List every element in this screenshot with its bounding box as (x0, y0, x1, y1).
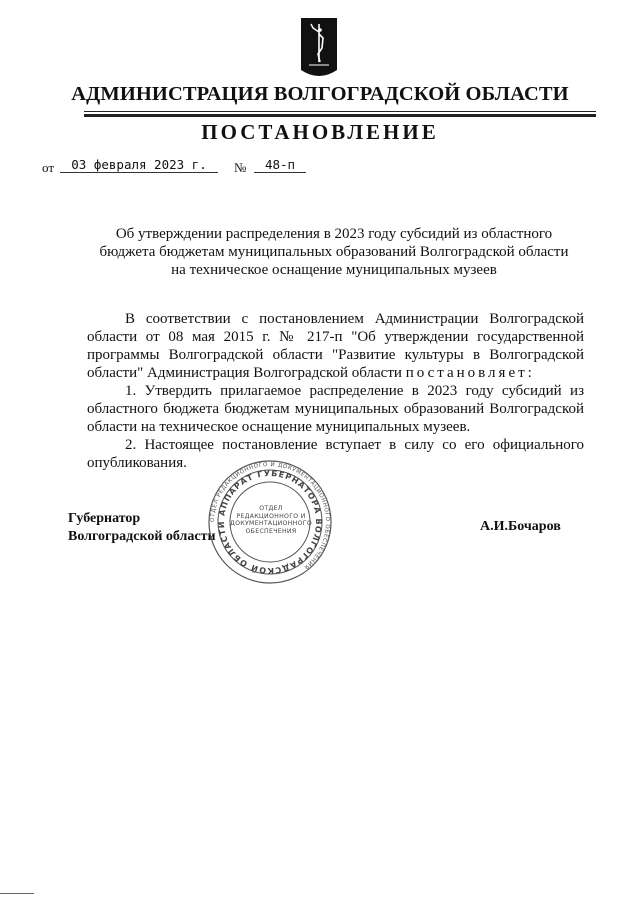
date-field: 03 февраля 2023 г. (60, 158, 218, 173)
volgograd-coat-of-arms-icon (301, 18, 337, 82)
subject-line: бюджета бюджетам муниципальных образований Волгоградской области (99, 244, 569, 260)
number-field: 48-п (254, 158, 306, 173)
stamp-outer-ring-text: ОТДЕЛ РЕДАКЦИОННОГО И ДОКУМЕНТАЦИОННОГО ОБЕСПЕЧЕНИЯ (209, 461, 331, 570)
subject-line: Об утверждении распределения в 2023 году субсидий из областного (115, 226, 553, 242)
stamp-middle-ring-text: АППАРАТ ГУБЕРНАТОРА ВОЛГОГРАДСКОЙ ОБЛАСТИ (216, 468, 324, 576)
stamp-center-line: ОТДЕЛ (259, 505, 283, 512)
document-subject (60, 225, 608, 279)
date-label: от (42, 160, 55, 175)
resolution-item-2: 2. Настоящее постановление вступает в силу со его официального опубликования. (87, 437, 584, 471)
stamp-center-line: РЕДАКЦИОННОГО И (236, 512, 306, 520)
position-line: Волгоградской области (68, 529, 216, 544)
signatory-name: А.И.Бочаров (480, 519, 561, 534)
preamble-paragraph (87, 310, 584, 382)
header-divider-thick (84, 114, 596, 117)
document-type-heading: ПОСТАНОВЛЕНИЕ (201, 120, 439, 144)
header-divider-thin (84, 111, 596, 112)
preamble-text: В соответствии с постановлением Администрации Волгоградской области от 08 мая 2015 г. № 217-п "Об утверждении государственной программы Волгоградской области "Развитие культуры в Волгоградской области" Администрация Волгоградской области (87, 311, 584, 381)
resolution-item-1: 1. Утвердить прилагаемое распределение в 2023 году субсидий из областного бюджета бюджетам муниципальных образований Волгоградской области на техническое оснащение муниципальных музеев. (87, 383, 584, 435)
stamp-center-text (227, 505, 315, 535)
signatory-position (68, 510, 216, 546)
stamp-center-line: ДОКУМЕНТАЦИОННОГО (229, 520, 312, 527)
subject-line: на техническое оснащение муниципальных музеев (171, 262, 497, 278)
scan-edge-mark (0, 893, 34, 894)
document-body (87, 310, 584, 472)
position-line: Губернатор (68, 511, 141, 526)
organization-title: АДМИНИСТРАЦИЯ ВОЛГОГРАДСКОЙ ОБЛАСТИ (71, 83, 569, 105)
resolves-verb: постановляет: (405, 365, 535, 381)
stamp-center-line: ОБЕСПЕЧЕНИЯ (245, 527, 297, 535)
number-label: № (234, 160, 247, 175)
